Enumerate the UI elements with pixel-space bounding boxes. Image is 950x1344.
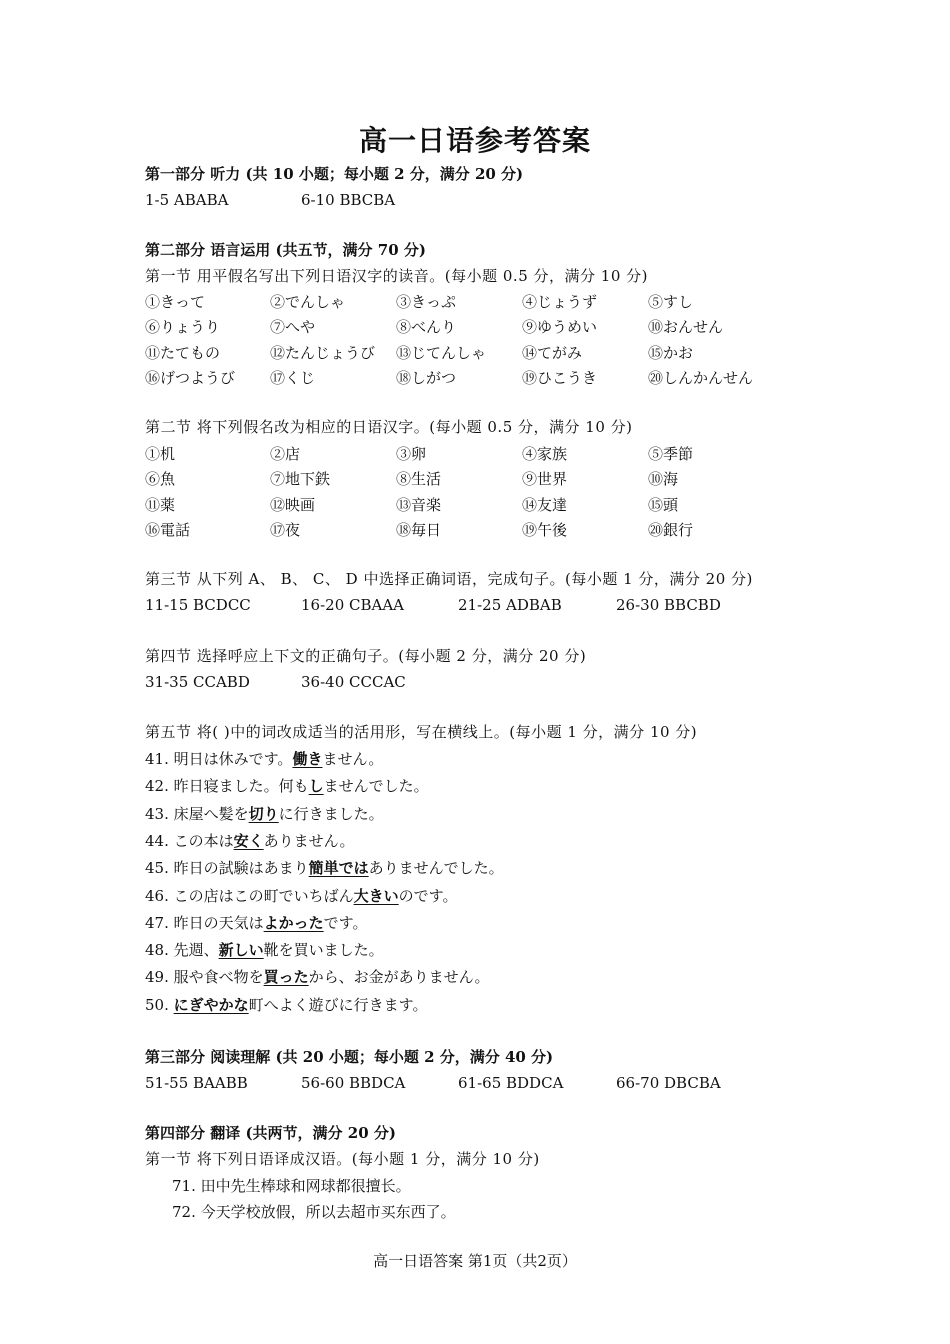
part1-answer-2: 6-10 BBCBA [301, 191, 396, 209]
kanji-answer-7: ⑦地下鉄 [270, 470, 331, 489]
kanji-answer-16: ⑯電話 [145, 520, 191, 539]
reading-answer-6: ⑥りょうり [145, 318, 221, 337]
kanji-answer-18: ⑱毎日 [396, 520, 442, 539]
reading-answer-7: ⑦へや [270, 318, 316, 337]
kanji-answer-9: ⑨世界 [522, 470, 568, 489]
sentence-text: 47. 昨日の天気は [145, 913, 264, 932]
kanji-answer-13: ⑬音楽 [396, 495, 442, 514]
part2-sec4-heading: 第四节 选择呼应上下文的正确句子。(每小题 2 分，满分 20 分) [145, 647, 587, 665]
sentence-50 [145, 995, 428, 1014]
reading-answer-11: ⑪たてもの [145, 343, 221, 362]
kanji-answer-2: ②店 [270, 445, 301, 463]
sentence-text: 靴を買いました。 [263, 941, 384, 960]
reading-answer-4: ④じょうず [522, 293, 598, 311]
sentence-49 [145, 970, 490, 985]
reading-answer-15: ⑮かお [648, 343, 694, 362]
reading-answer-5: ⑤すし [648, 293, 694, 311]
sec3-answer-4: 26-30 BBCBD [616, 596, 721, 614]
kanji-answer-6: ⑥魚 [145, 470, 176, 489]
reading-answer-10: ⑩おんせん [648, 318, 724, 337]
sentence-text: 48. 先週、 [145, 941, 219, 960]
sentence-text: 46. この店はこの町でいちばん [145, 886, 354, 905]
reading-answer-2: ②でんしゃ [270, 293, 346, 311]
part3-answer-4: 66-70 DBCBA [616, 1074, 721, 1092]
sentence-text: 42. 昨日寝ました。何も [145, 777, 309, 796]
sentence-text: ありません。 [263, 831, 355, 850]
reading-answer-18: ⑱しがつ [396, 368, 457, 387]
sentence-text: に行きました。 [278, 804, 384, 823]
kanji-answer-5: ⑤季節 [648, 445, 694, 463]
sentence-answer: よかった [263, 913, 324, 932]
kanji-answer-20: ⑳銀行 [648, 520, 694, 539]
sentence-48 [145, 943, 384, 958]
reading-answer-8: ⑧べんり [396, 318, 457, 337]
page-footer: 高一日语答案 第1页（共2页） [373, 1252, 577, 1270]
reading-answer-9: ⑨ゆうめい [522, 318, 598, 337]
sentence-text: 44. この本は [145, 831, 234, 850]
part1-heading: 第一部分 听力 (共 10 小题；每小题 2 分，满分 20 分) [145, 165, 524, 183]
sentence-text: ませんでした。 [323, 777, 429, 796]
sentence-text: 50. [145, 995, 174, 1014]
part2-sec2-heading: 第二节 将下列假名改为相应的日语汉字。(每小题 0.5 分，满分 10 分) [145, 418, 633, 436]
sentence-46 [145, 886, 458, 905]
kanji-answer-12: ⑫映画 [270, 495, 316, 514]
reading-answer-12: ⑫たんじょうび [270, 343, 376, 362]
kanji-answer-19: ⑲午後 [522, 520, 568, 539]
part3-heading: 第三部分 阅读理解 (共 20 小题；每小题 2 分，满分 40 分) [145, 1048, 554, 1066]
sec4-answer-1: 31-35 CCABD [145, 673, 250, 691]
sec4-answer-2: 36-40 CCCAC [301, 673, 406, 691]
sentence-text: のです。 [398, 886, 458, 905]
sentence-47 [145, 913, 368, 932]
sentence-answer: 大きい [353, 886, 399, 905]
sentence-text: です。 [323, 913, 368, 932]
kanji-answer-15: ⑮頭 [648, 495, 679, 514]
reading-answer-3: ③きっぷ [396, 293, 457, 311]
translation-item-71: 71. 田中先生棒球和网球都很擅长。 [172, 1177, 411, 1195]
sentence-answer: 新しい [218, 941, 264, 960]
sentence-answer: 安く [233, 831, 264, 850]
reading-answer-17: ⑰くじ [270, 368, 316, 387]
part3-answer-1: 51-55 BAABB [145, 1074, 248, 1092]
part2-sec1-heading: 第一节 用平假名写出下列日语汉字的读音。(每小题 0.5 分，满分 10 分) [145, 267, 648, 285]
sec3-answer-2: 16-20 CBAAA [301, 596, 405, 614]
kanji-answer-8: ⑧生活 [396, 470, 442, 489]
sec3-answer-3: 21-25 ADBAB [458, 596, 562, 614]
part2-heading: 第二部分 语言运用 (共五节，满分 70 分) [145, 241, 426, 259]
sentence-43 [145, 804, 384, 823]
sentence-text: 43. 床屋へ髪を [145, 804, 249, 823]
kanji-answer-3: ③卵 [396, 445, 427, 463]
reading-answer-19: ⑲ひこうき [522, 368, 598, 387]
translation-item-72: 72. 今天学校放假，所以去超市买东西了。 [172, 1203, 456, 1221]
part4-heading: 第四部分 翻译 (共两节，满分 20 分) [145, 1124, 396, 1142]
sentence-text: ありませんでした。 [368, 859, 504, 878]
sec3-answer-1: 11-15 BCDCC [145, 596, 251, 614]
kanji-answer-1: ①机 [145, 445, 176, 463]
reading-answer-13: ⑬じてんしゃ [396, 343, 487, 362]
sentence-text: ません。 [322, 750, 384, 768]
sentence-answer: 働き [292, 750, 323, 768]
kanji-answer-10: ⑩海 [648, 470, 679, 489]
sentence-answer: し [308, 777, 324, 796]
sentence-41 [145, 752, 383, 767]
sentence-42 [145, 779, 429, 794]
kanji-answer-14: ⑭友達 [522, 495, 568, 514]
sentence-text: 町へよく遊びに行きます。 [248, 995, 428, 1014]
sentence-answer: 買った [263, 968, 309, 987]
part2-sec3-heading: 第三节 从下列 A、 B、 C、 D 中选择正确词语，完成句子。(每小题 1 分，满分 20 分) [145, 570, 753, 588]
sentence-text: 41. 明日は休みです。 [145, 750, 293, 768]
kanji-answer-17: ⑰夜 [270, 520, 301, 539]
reading-answer-1: ①きって [145, 293, 206, 311]
reading-answer-16: ⑯げつようび [145, 368, 236, 387]
part1-answer-1: 1-5 ABABA [145, 191, 229, 209]
sentence-answer: 切り [248, 804, 279, 823]
sentence-44 [145, 831, 355, 850]
part3-answer-3: 61-65 BDDCA [458, 1074, 564, 1092]
sentence-text: 49. 服や食べ物を [145, 968, 264, 987]
kanji-answer-11: ⑪薬 [145, 495, 176, 514]
part3-answer-2: 56-60 BBDCA [301, 1074, 406, 1092]
sentence-answer: にぎやかな [173, 995, 249, 1014]
page-title: 高一日语参考答案 [358, 124, 591, 157]
sentence-text: 45. 昨日の試験はあまり [145, 859, 309, 878]
sentence-45 [145, 861, 504, 876]
kanji-answer-4: ④家族 [522, 445, 568, 463]
sentence-text: から、お金がありません。 [308, 968, 490, 987]
sentence-answer: 簡単では [308, 859, 369, 878]
reading-answer-14: ⑭てがみ [522, 343, 583, 362]
part4-sec1-heading: 第一节 将下列日语译成汉语。(每小题 1 分，满分 10 分) [145, 1150, 540, 1168]
reading-answer-20: ⑳しんかんせん [648, 368, 754, 387]
part2-sec5-heading: 第五节 将( )中的词改成适当的活用形，写在横线上。(每小题 1 分，满分 10 分) [145, 723, 698, 741]
